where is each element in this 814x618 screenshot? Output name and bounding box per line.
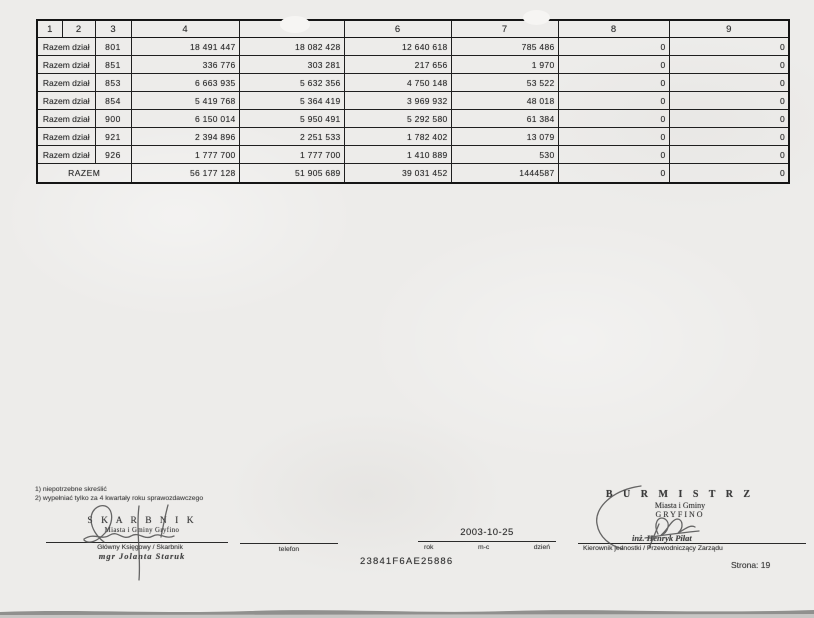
value-cell: 1 777 700: [131, 146, 239, 164]
table-row: [37, 128, 789, 146]
date-line: [418, 541, 556, 542]
row-label: Razem dział: [37, 56, 95, 74]
value-cell: 0: [558, 56, 669, 74]
total-cell: 51 905 689: [239, 164, 344, 184]
value-cell: 0: [669, 38, 789, 56]
name-right: inż. Henryk Piłat: [632, 533, 692, 543]
date-label-year: rok: [424, 544, 434, 551]
value-cell: 2 394 896: [131, 128, 239, 146]
paper-edge-shadow: [0, 604, 814, 618]
date-labels: [424, 544, 550, 551]
value-cell: 5 632 356: [239, 74, 344, 92]
dzial-code: 900: [95, 110, 131, 128]
value-cell: 53 522: [451, 74, 558, 92]
value-cell: 0: [669, 74, 789, 92]
dzial-code: 853: [95, 74, 131, 92]
value-cell: 13 079: [451, 128, 558, 146]
value-cell: 0: [669, 146, 789, 164]
dzial-code: 851: [95, 56, 131, 74]
row-label: Razem dział: [37, 38, 95, 56]
value-cell: 18 491 447: [131, 38, 239, 56]
footnote-2: 2) wypełniać tylko za 4 kwartały roku sprawozdawczego: [35, 494, 204, 502]
dzial-code: 801: [95, 38, 131, 56]
value-cell: 12 640 618: [344, 38, 451, 56]
telefon-line: [240, 543, 338, 544]
value-cell: 0: [558, 92, 669, 110]
value-cell: 303 281: [239, 56, 344, 74]
total-cell: 56 177 128: [131, 164, 239, 184]
skarbnik-stamp-title: S K A R B N I K: [87, 516, 197, 526]
col-header-8: 8: [558, 20, 669, 38]
col-header-1: 1: [37, 20, 62, 38]
row-label: Razem dział: [37, 74, 95, 92]
value-cell: 0: [669, 128, 789, 146]
value-cell: 48 018: [451, 92, 558, 110]
value-cell: 6 663 935: [131, 74, 239, 92]
value-cell: 0: [558, 38, 669, 56]
name-left: mgr Jolanta Staruk: [98, 551, 186, 561]
value-cell: 2 251 533: [239, 128, 344, 146]
dzial-code: 926: [95, 146, 131, 164]
value-cell: 1 970: [451, 56, 558, 74]
skarbnik-stamp-subtitle: Miasta i Gminy Gryfino: [104, 527, 180, 534]
value-cell: 5 364 419: [239, 92, 344, 110]
value-cell: 0: [669, 110, 789, 128]
value-cell: 530: [451, 146, 558, 164]
footnotes: [35, 486, 203, 503]
report-table: [36, 19, 790, 184]
total-cell: 0: [669, 164, 789, 184]
burmistrz-stamp-title: B U R M I S T R Z: [605, 489, 755, 500]
value-cell: 785 486: [451, 38, 558, 56]
col-header-7: 7: [451, 20, 558, 38]
skarbnik-stamp: [82, 516, 202, 534]
value-cell: 1 410 889: [344, 146, 451, 164]
value-cell: 18 082 428: [239, 38, 344, 56]
col-header-2: 2: [62, 20, 95, 38]
value-cell: 3 969 932: [344, 92, 451, 110]
row-label: Razem dział: [37, 128, 95, 146]
value-cell: 6 150 014: [131, 110, 239, 128]
col-header-3: 3: [95, 20, 131, 38]
date-value: 2003-10-25: [460, 527, 514, 538]
table-row: [37, 74, 789, 92]
total-cell: 39 031 452: [344, 164, 451, 184]
value-cell: 336 776: [131, 56, 239, 74]
table-row: [37, 92, 789, 110]
burmistrz-stamp-subtitle: Miasta i Gminy: [654, 501, 706, 510]
total-cell: 1444587: [451, 164, 558, 184]
value-cell: 0: [669, 56, 789, 74]
table-row: [37, 38, 789, 56]
value-cell: 61 384: [451, 110, 558, 128]
date-label-month: m-c: [477, 544, 490, 551]
value-cell: 4 750 148: [344, 74, 451, 92]
role-right: Kierownik jednostki / Przewodniczący Zarządu: [583, 545, 723, 552]
value-cell: 5 950 491: [239, 110, 344, 128]
table-total-row: [37, 164, 789, 184]
row-label: Razem dział: [37, 146, 95, 164]
col-header-9: 9: [669, 20, 789, 38]
value-cell: 1 782 402: [344, 128, 451, 146]
value-cell: 1 777 700: [239, 146, 344, 164]
value-cell: 217 656: [344, 56, 451, 74]
white-spot: [523, 10, 550, 25]
table-row: [37, 56, 789, 74]
col-header-6: 6: [344, 20, 451, 38]
table-row: [37, 110, 789, 128]
burmistrz-stamp-city: GRYFINO: [655, 510, 705, 519]
table-header-row: [37, 20, 789, 38]
signature-stroke: [84, 534, 174, 539]
value-cell: 0: [558, 110, 669, 128]
role-left: Główny Księgowy / Skarbnik: [97, 544, 183, 551]
burmistrz-stamp: [596, 489, 764, 519]
value-cell: 5 292 580: [344, 110, 451, 128]
value-cell: 5 419 768: [131, 92, 239, 110]
date-label-day: dzień: [533, 544, 550, 551]
value-cell: 0: [558, 146, 669, 164]
footnote-1: 1) niepotrzebne skreślić: [35, 486, 107, 493]
white-spot: [280, 16, 310, 33]
page-number: Strona: 19: [731, 560, 771, 570]
value-cell: 0: [558, 128, 669, 146]
signature-line-left: [46, 542, 228, 543]
total-cell: 0: [558, 164, 669, 184]
value-cell: 0: [558, 74, 669, 92]
document-code: 23841F6AE25886: [360, 556, 454, 567]
dzial-code: 854: [95, 92, 131, 110]
value-cell: 0: [669, 92, 789, 110]
signature-line-right: [578, 543, 806, 544]
dzial-code: 921: [95, 128, 131, 146]
total-label: RAZEM: [37, 164, 131, 184]
col-header-4: 4: [131, 20, 239, 38]
telefon-label: telefon: [278, 546, 300, 553]
row-label: Razem dział: [37, 92, 95, 110]
table-row: [37, 146, 789, 164]
row-label: Razem dział: [37, 110, 95, 128]
